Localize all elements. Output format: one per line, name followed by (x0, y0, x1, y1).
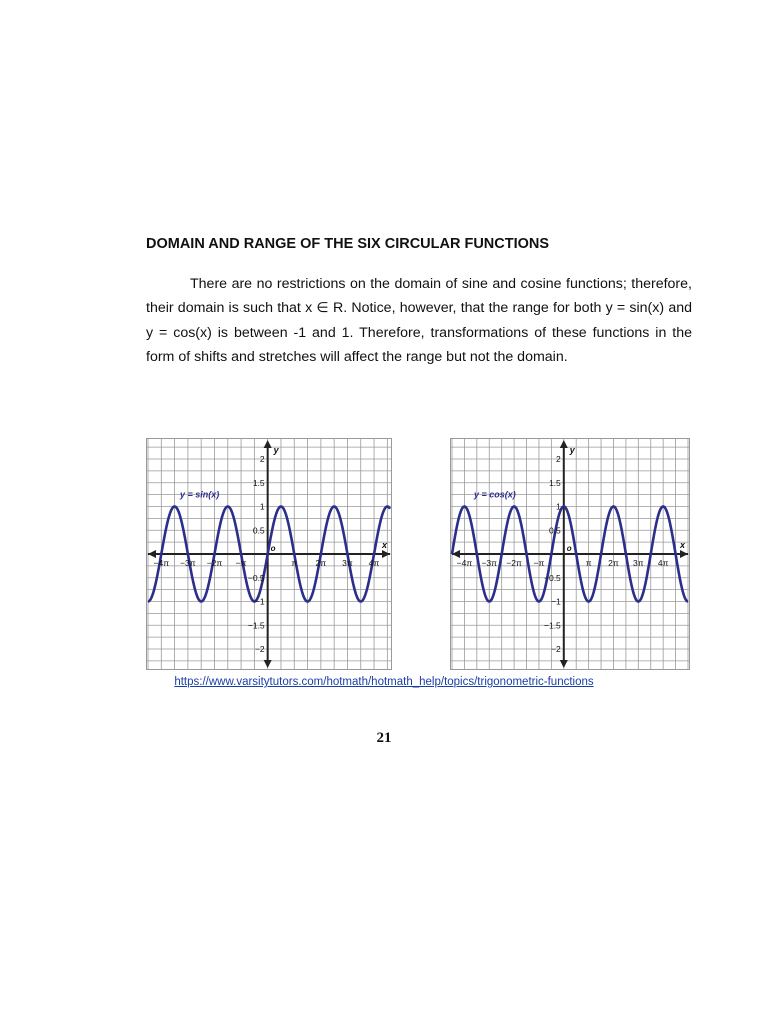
x-axis-arrow-right (382, 550, 390, 558)
body-paragraph (146, 272, 692, 370)
origin-label: o (270, 544, 276, 553)
y-axis-label: y (273, 445, 279, 455)
y-tick-label: 2 (259, 454, 265, 464)
paragraph-text: There are no restrictions on the domain of sine and cosine functions; therefore, their domain is such that x ∈ R. Notice, however, that the range for both y = sin(x) and y = cos(x) is between -1 and 1. Therefore, transformations of these functions in the form of shifts and stretches will affect the range but not the domain. (146, 276, 692, 366)
cosine-graph (450, 438, 690, 670)
x-tick-label: −π (533, 558, 545, 568)
y-tick-label: 1 (259, 501, 265, 512)
x-tick-label: −2π (206, 558, 223, 568)
function-label: y = cos(x) (474, 489, 516, 500)
x-tick-label: −4π (153, 558, 170, 568)
x-tick-label: π (291, 558, 298, 568)
y-axis-arrow-bottom (560, 660, 568, 668)
x-tick-label: π (585, 558, 592, 568)
y-tick-label: 0.5 (252, 525, 265, 536)
y-tick-label: 0.5 (548, 525, 561, 536)
x-tick-label: −3π (481, 558, 498, 568)
x-axis-arrow-right (680, 550, 688, 558)
y-axis-label: y (569, 445, 575, 455)
x-tick-label: 2π (315, 558, 327, 568)
x-axis-label: x (680, 540, 686, 550)
y-tick-label: −1 (551, 596, 561, 607)
x-axis-arrow-left (148, 550, 156, 558)
sine-graph (146, 438, 392, 670)
y-tick-label: −0.5 (247, 572, 265, 583)
y-tick-label: −2 (254, 644, 265, 654)
x-tick-label: −3π (180, 558, 196, 568)
section-heading: DOMAIN AND RANGE OF THE SIX CIRCULAR FUNCTIONS (146, 236, 550, 252)
y-tick-label: −2 (551, 644, 561, 654)
y-axis-arrow-top (560, 440, 568, 448)
x-tick-label: −2π (506, 558, 522, 568)
y-tick-label: −1 (254, 596, 265, 607)
x-tick-label: −4π (456, 558, 473, 568)
x-axis-label: x (382, 540, 388, 550)
y-tick-label: 2 (556, 454, 561, 464)
x-tick-label: 2π (608, 558, 619, 568)
page-number: 21 (376, 730, 392, 746)
y-axis-arrow-top (264, 440, 272, 448)
y-axis-arrow-bottom (264, 660, 272, 668)
x-tick-label: 4π (368, 558, 380, 568)
function-label: y = sin(x) (180, 489, 220, 500)
y-tick-label: −1.5 (247, 620, 265, 631)
x-tick-label: 3π (342, 558, 353, 568)
origin-label: o (566, 544, 572, 553)
x-tick-label: −π (235, 558, 247, 568)
source-link[interactable]: https://www.varsitytutors.com/hotmath/hotmath_help/topics/trigonometric-functions (174, 676, 594, 688)
y-tick-label: 1.5 (252, 477, 265, 488)
y-tick-label: −0.5 (544, 572, 561, 583)
x-tick-label: 3π (633, 558, 644, 568)
x-tick-label: 4π (657, 558, 669, 568)
y-tick-label: −1.5 (544, 620, 561, 631)
y-tick-label: 1 (556, 501, 561, 512)
y-tick-label: 1.5 (548, 477, 561, 488)
